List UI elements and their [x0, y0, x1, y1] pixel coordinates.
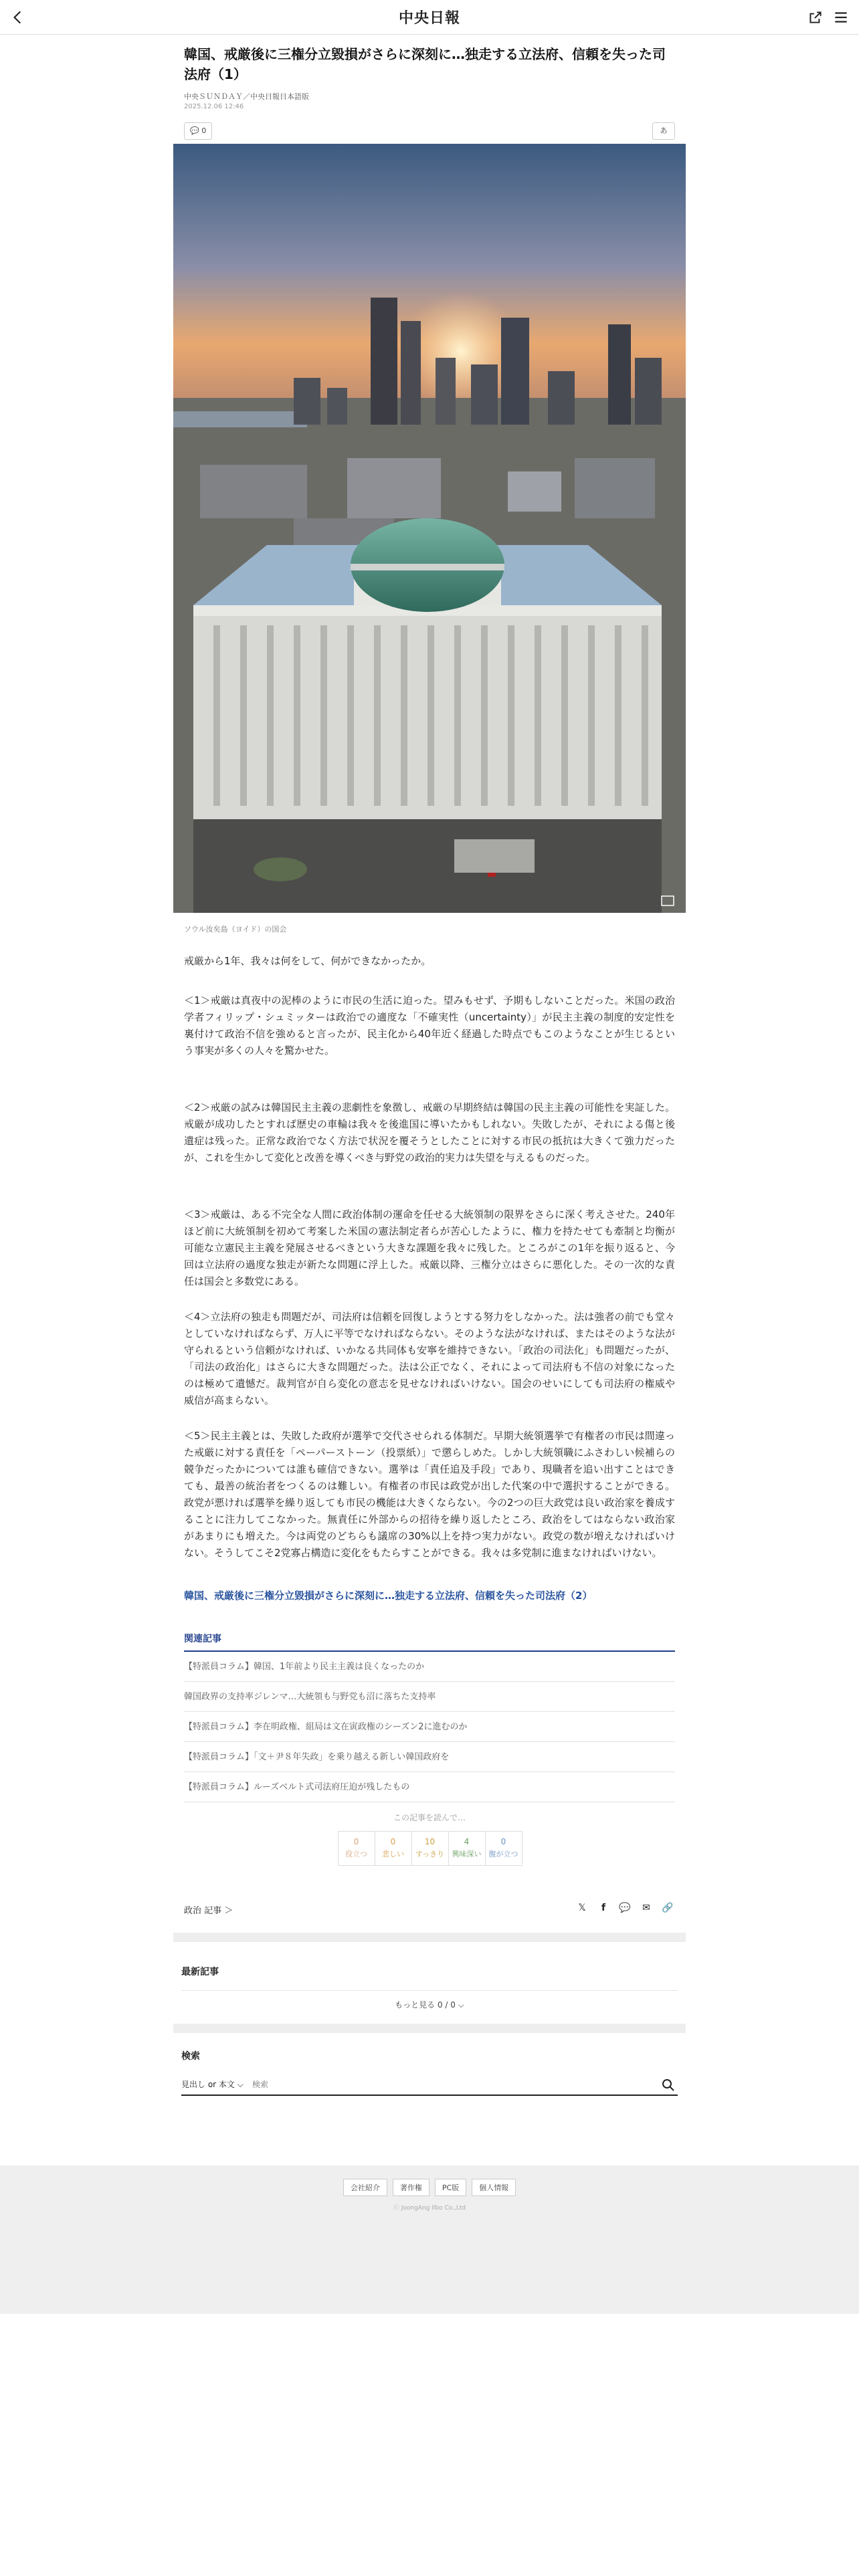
reaction-button[interactable] — [411, 1831, 449, 1866]
article-header — [173, 44, 686, 142]
reaction-count: 10 — [424, 1837, 436, 1846]
search-scope-select[interactable] — [181, 2078, 244, 2090]
article-paragraph: ＜5＞民主主義とは、失敗した政府が選挙で交代させられる体制だ。早期大統領選挙で有権者の市民は間違った戒厳に対する責任を「ペーパーストーン（投票紙）」で懲らしめた。しかし大統領職にふさわしい候補らの競争だったかについては誰も確信できない。選挙は「責任追及手段」であり、現職者を追い出すことはできても、最善の統治者をつくるのは難しい。有権者の市民は政党が出した代案の中で選択することができる。政党が悪ければ選挙を繰り返しても市民の機能は大きくならない。今の2つの巨大政党は良い政治家を養成することに注力してこなかった。無責任に外部からの招待を繰り返したところ、政治をしてはならない政治家があまりにも増えた。今は両党のどちらも議席の30%以上を持つ実力がない。政党の数が増えなければいけない。そうしてこそ2党寡占構造に変化をもたらすことができる。我々は多党制に進まなければいけない。 — [184, 1430, 675, 1559]
article-paragraph: ＜1＞戒厳は真夜中の泥棒のように市民の生活に迫った。望みもせず、予期もしないことだった。米国の政治学者フィリップ・シュミッターは政治での適度な「不確実性（uncertainty）」が民主主義の制度的安定性を裏付けて政治不信を強めると言ったが、民主化から40年近く経過した時点でもこのようなことが生じるという事実が多くの人々を驚かせた。 — [184, 994, 675, 1057]
search-section — [181, 2049, 678, 2096]
comment-count: 0 — [201, 126, 207, 135]
article-photo — [173, 144, 686, 913]
article-title: 韓国、戒厳後に三権分立毀損がさらに深刻に…独走する立法府、信頼を失った司法府（1） — [184, 46, 666, 82]
font-size-button[interactable]: あ — [652, 122, 675, 140]
search-icon[interactable] — [660, 2077, 676, 2093]
footer-links — [0, 2179, 859, 2196]
footer-link[interactable]: 著作権 — [393, 2179, 430, 2196]
reactions-label: この記事を読んで… — [393, 1813, 466, 1822]
article-paragraph: 戒厳から1年、我々は何をして、何ができなかったか。 — [184, 955, 432, 967]
reaction-label: 腹が立つ — [488, 1850, 518, 1858]
category-link[interactable]: 政治 記事 ＞ — [184, 1906, 233, 1916]
reaction-count: 0 — [500, 1837, 506, 1846]
article-tools — [184, 122, 675, 142]
share-buttons — [575, 1901, 675, 1915]
photo-caption: ソウル汝矣島（ヨイド）の国会 — [184, 925, 287, 934]
latest-heading: 最新記事 — [181, 1967, 219, 1977]
search-scope-value: 見出し or 本文 — [181, 2080, 235, 2089]
reaction-label: 悲しい — [382, 1850, 404, 1858]
section-divider — [173, 1933, 686, 1942]
reaction-label: 役立つ — [345, 1850, 367, 1858]
related-item[interactable]: 韓国政界の支持率ジレンマ…大統領も与野党も沼に落ちた支持率 — [184, 1682, 675, 1712]
site-logo[interactable]: 中央日報 — [398, 9, 460, 27]
related-item[interactable]: 【特派員コラム】韓国、1年前より民主主義は良くなったのか — [184, 1652, 675, 1682]
footer-link[interactable]: PC版 — [435, 2179, 466, 2196]
search-box — [181, 2074, 678, 2096]
chat-icon[interactable]: 💬 — [619, 1903, 631, 1913]
article-date: 2025.12.06 12:46 — [184, 103, 244, 110]
reaction-label: 興味深い — [452, 1850, 482, 1858]
reaction-label: すっきり — [415, 1850, 445, 1858]
reaction-button[interactable] — [338, 1831, 375, 1866]
comment-button[interactable] — [184, 122, 212, 140]
more-button[interactable]: もっと見る 0 / 0 ⌵ — [181, 1990, 678, 2021]
article-paragraph: ＜3＞戒厳は、ある不完全な人間に政治体制の運命を任せる大統領制の限界をさらに深く考えさせた。240年ほど前に大統領制を初めて考案した米国の憲法制定者らが苦心したように、権力を持たせても牽制と均衡が可能な立憲民主主義を発展させるべきという大きな課題を我々に残した。ところがこの1年を振り返ると、今回は立法府の過度な独走が新たな問題に浮上した。戒厳以降、三権分立はさらに悪化した。その一次的な責任は国会と多数党にある。 — [184, 1208, 675, 1287]
reaction-row — [173, 1831, 686, 1866]
share-icon[interactable] — [807, 9, 824, 26]
related-item[interactable]: 【特派員コラム】ルーズベルト式司法府圧迫が残したもの — [184, 1772, 675, 1802]
reaction-button[interactable] — [485, 1831, 522, 1866]
search-heading: 検索 — [181, 2051, 200, 2062]
reaction-count: 0 — [390, 1837, 396, 1846]
content-column — [173, 44, 686, 2096]
chevron-down-icon: ⌵ — [237, 2080, 244, 2089]
footer-link[interactable]: 会社紹介 — [343, 2179, 387, 2196]
search-input[interactable] — [252, 2076, 627, 2093]
related-item[interactable]: 【特派員コラム】「文＋尹８年失政」を乗り越える新しい韓国政府を — [184, 1742, 675, 1772]
menu-icon[interactable] — [832, 9, 850, 26]
top-bar — [0, 0, 859, 35]
related-item[interactable]: 【特派員コラム】李在明政権、組局は文在寅政権のシーズン2に進むのか — [184, 1712, 675, 1742]
mail-icon[interactable]: ✉ — [642, 1903, 650, 1913]
article-byline: 中央ＳＵＮＤＡＹ／中央日報日本語版 — [184, 92, 309, 101]
footer-link[interactable]: 個人情報 — [472, 2179, 516, 2196]
article-paragraph: ＜4＞立法府の独走も問題だが、司法府は信頼を回復しようとする努力をしなかった。法は強者の前でも堂々としていなければならず、万人に平等でなければならない。そのような法がなければ、またはそのような法が守られるという信頼がなければ、いかなる共同体も安寧を維持できない。「政治の司法化」も問題だったが、「司法の政治化」はさらに大きな問題だった。法は公正でなく、それによって司法府も不信の対象になったのは極めて遺憾だ。裁判官が自ら変化の意志を見せなければいけない。国会のせいにしても司法府の権威や威信が高まらない。 — [184, 1311, 675, 1406]
link-icon[interactable]: 🔗 — [662, 1903, 674, 1913]
facebook-icon[interactable]: f — [601, 1903, 606, 1913]
related-articles — [184, 1632, 675, 1802]
article-body — [173, 953, 686, 1562]
x-icon[interactable]: 𝕏 — [578, 1903, 586, 1913]
comment-icon: 💬 — [190, 126, 202, 135]
section-divider — [173, 2024, 686, 2033]
reactions — [173, 1812, 686, 1866]
reaction-count: 0 — [353, 1837, 359, 1846]
category-share-row — [184, 1899, 675, 1919]
reaction-count: 4 — [464, 1837, 470, 1846]
article-paragraph: ＜2＞戒厳の試みは韓国民主主義の悲劇性を象徴し、戒厳の早期終結は韓国の民主主義の可能性を実証した。戒厳が成功したとすれば歴史の車輪は我々を後進国に導いたかもしれない。失敗したが、それによる傷と後遺症は残った。正常な政治でなく方法で状況を覆そうとしたことに対する市民の抵抗は大きくて強力だったが、これを生かして変化と改善を導くべき与野党の政治的実力は失望を与えるものだった。 — [184, 1101, 675, 1164]
related-heading: 関連記事 — [184, 1632, 675, 1652]
reaction-button[interactable] — [375, 1831, 412, 1866]
footer — [0, 2165, 859, 2314]
copyright: ⓒ JoongAng Ilbo Co.,Ltd — [393, 2205, 466, 2212]
next-article-link[interactable]: 韓国、戒厳後に三権分立毀損がさらに深刻に…独走する立法府、信頼を失った司法府（2） — [184, 1590, 593, 1602]
reaction-button[interactable] — [448, 1831, 486, 1866]
